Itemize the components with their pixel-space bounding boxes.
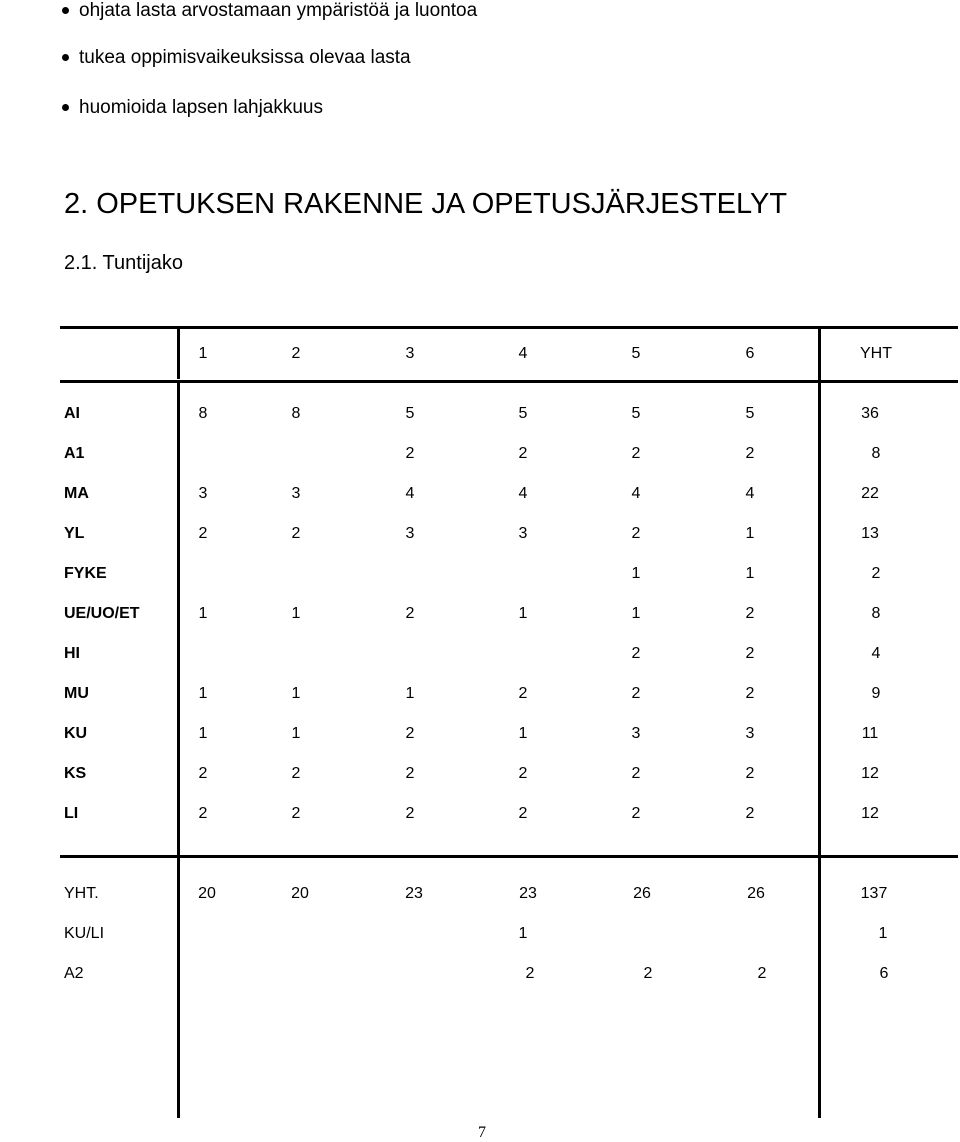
- row-label: KS: [64, 765, 87, 782]
- table-cell: 5: [745, 405, 755, 422]
- table-cell-total: 12: [861, 805, 879, 822]
- footer-cell: 23: [519, 885, 537, 902]
- table-cell-total: 8: [871, 605, 881, 622]
- footer-cell-total: 137: [860, 885, 888, 902]
- table-cell: 1: [745, 565, 755, 582]
- footer-cell: 20: [291, 885, 309, 902]
- footer-cell: 20: [198, 885, 216, 902]
- table-cell: 2: [405, 605, 415, 622]
- footer-label: YHT.: [64, 885, 99, 902]
- section-heading: 2. OPETUKSEN RAKENNE JA OPETUSJÄRJESTELYT: [64, 188, 788, 220]
- row-label: HI: [64, 645, 80, 662]
- row-label: A1: [64, 445, 85, 462]
- table-cell: 2: [405, 725, 415, 742]
- table-cell: 2: [745, 445, 755, 462]
- table-cell: 2: [631, 805, 641, 822]
- row-label: YL: [64, 525, 85, 542]
- footer-cell-total: 6: [879, 965, 889, 982]
- table-cell: 2: [631, 765, 641, 782]
- table-cell: 3: [745, 725, 755, 742]
- footer-cell: 26: [633, 885, 651, 902]
- table-cell: 2: [518, 685, 528, 702]
- footer-cell: 26: [747, 885, 765, 902]
- table-cell: 2: [745, 605, 755, 622]
- table-cell: 2: [291, 765, 301, 782]
- table-cell-total: 36: [861, 405, 879, 422]
- table-cell: 3: [291, 485, 301, 502]
- row-label: KU: [64, 725, 88, 742]
- table-cell: 4: [631, 485, 641, 502]
- table-cell: 2: [518, 765, 528, 782]
- table-cell-total: 8: [871, 445, 881, 462]
- table-cell: 1: [198, 605, 208, 622]
- table-cell: 1: [745, 525, 755, 542]
- table-cell: 2: [291, 525, 301, 542]
- bullet-dot-icon: [62, 7, 69, 14]
- footer-label: KU/LI: [64, 925, 105, 942]
- header-cell: 4: [518, 345, 528, 362]
- header-cell: YHT: [860, 345, 892, 362]
- footer-cell: 23: [405, 885, 423, 902]
- table-cell: 2: [631, 525, 641, 542]
- table-cell: 1: [518, 605, 528, 622]
- row-label: MU: [64, 685, 89, 702]
- yht-column-rule: [818, 326, 821, 1118]
- table-cell: 3: [518, 525, 528, 542]
- header-cell: 2: [291, 345, 301, 362]
- table-cell-total: 22: [861, 485, 879, 502]
- table-cell: 1: [518, 725, 528, 742]
- table-cell: 4: [518, 485, 528, 502]
- table-cell: 1: [291, 725, 301, 742]
- table-cell: 4: [745, 485, 755, 502]
- footer-cell: 1: [518, 925, 528, 942]
- body-bottom-rule: [60, 855, 958, 858]
- table-cell: 5: [631, 405, 641, 422]
- table-cell: 2: [291, 805, 301, 822]
- bullet-dot-icon: [62, 104, 69, 111]
- table-cell: 4: [405, 485, 415, 502]
- header-cell: 1: [198, 345, 208, 362]
- footer-label: A2: [64, 965, 84, 982]
- table-cell: 2: [745, 805, 755, 822]
- table-cell: 2: [518, 805, 528, 822]
- table-cell-total: 12: [861, 765, 879, 782]
- subsection-heading: 2.1. Tuntijako: [64, 252, 183, 274]
- table-cell-total: 11: [861, 725, 879, 742]
- left-column-rule: [177, 326, 180, 379]
- table-cell: 5: [405, 405, 415, 422]
- table-cell: 2: [631, 645, 641, 662]
- table-cell: 2: [405, 805, 415, 822]
- table-cell: 2: [198, 765, 208, 782]
- table-cell: 1: [291, 605, 301, 622]
- table-cell: 3: [631, 725, 641, 742]
- row-label: AI: [64, 405, 80, 422]
- table-cell: 2: [405, 765, 415, 782]
- table-cell: 2: [745, 765, 755, 782]
- table-cell: 8: [291, 405, 301, 422]
- table-cell: 1: [198, 725, 208, 742]
- table-cell-total: 13: [861, 525, 879, 542]
- header-cell: 3: [405, 345, 415, 362]
- footer-cell: 2: [525, 965, 535, 982]
- table-top-rule: [60, 326, 958, 329]
- table-cell: 1: [198, 685, 208, 702]
- table-cell: 2: [405, 445, 415, 462]
- table-cell-total: 2: [871, 565, 881, 582]
- table-cell: 2: [631, 685, 641, 702]
- table-cell: 3: [198, 485, 208, 502]
- bullet-text: ohjata lasta arvostamaan ympäristöä ja luontoa: [79, 0, 478, 21]
- row-label: FYKE: [64, 565, 107, 582]
- table-cell-total: 4: [871, 645, 881, 662]
- row-label: MA: [64, 485, 89, 502]
- table-cell: 1: [291, 685, 301, 702]
- bullet-text: huomioida lapsen lahjakkuus: [79, 97, 323, 118]
- bullet-text: tukea oppimisvaikeuksissa olevaa lasta: [79, 47, 411, 68]
- footer-cell: 2: [757, 965, 767, 982]
- table-cell: 2: [518, 445, 528, 462]
- table-cell: 3: [405, 525, 415, 542]
- table-cell: 2: [198, 525, 208, 542]
- table-cell: 2: [745, 685, 755, 702]
- table-cell-total: 9: [871, 685, 881, 702]
- table-cell: 8: [198, 405, 208, 422]
- table-cell: 2: [198, 805, 208, 822]
- table-cell: 1: [405, 685, 415, 702]
- table-cell: 5: [518, 405, 528, 422]
- footer-cell-total: 1: [878, 925, 888, 942]
- table-cell: 2: [631, 445, 641, 462]
- left-column-rule-lower: [177, 383, 180, 1118]
- header-bottom-rule: [60, 380, 958, 383]
- row-label: UE/UO/ET: [64, 605, 140, 622]
- row-label: LI: [64, 805, 79, 822]
- table-cell: 2: [745, 645, 755, 662]
- header-cell: 6: [745, 345, 755, 362]
- page-number: 7: [478, 1124, 486, 1141]
- header-cell: 5: [631, 345, 641, 362]
- footer-cell: 2: [643, 965, 653, 982]
- table-cell: 1: [631, 565, 641, 582]
- table-cell: 1: [631, 605, 641, 622]
- bullet-dot-icon: [62, 54, 69, 61]
